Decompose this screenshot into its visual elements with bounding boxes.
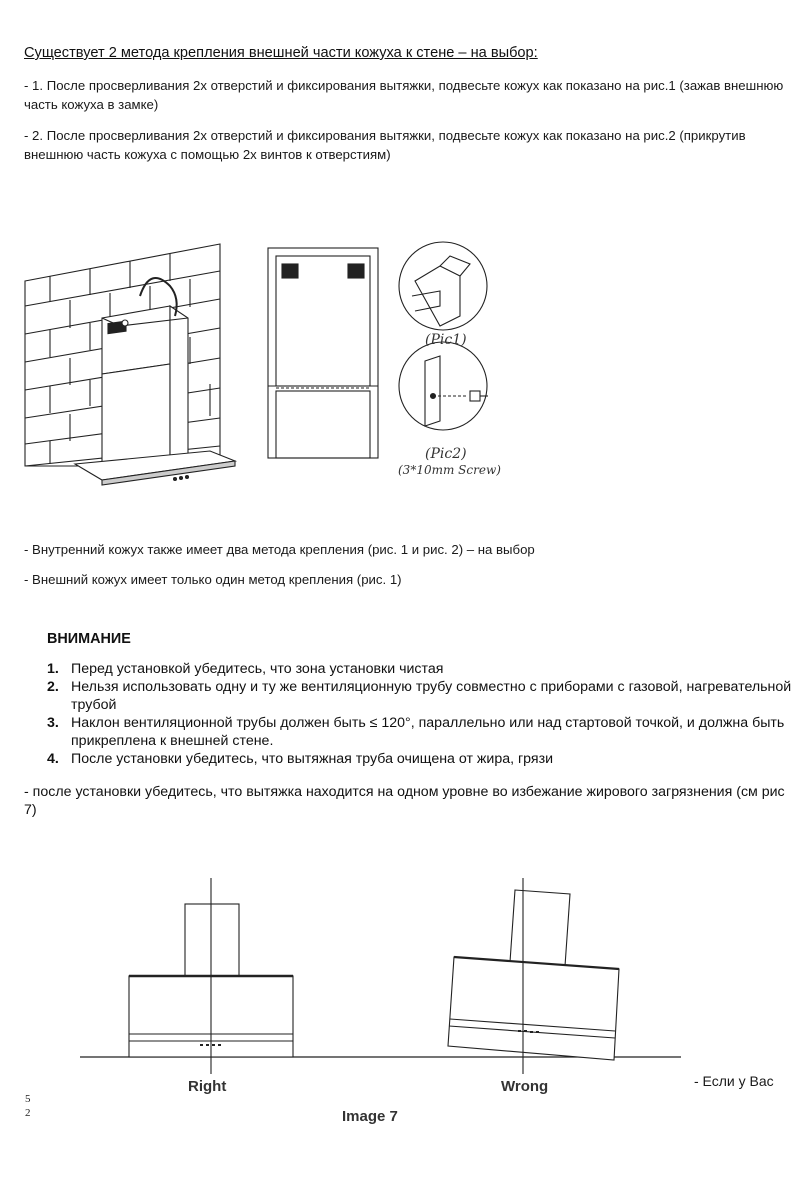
warning-item-number: 3. [47,715,59,731]
page-number-line-2: 2 [25,1107,31,1119]
method-2-paragraph: - 2. После просверливания 2х отверстий и фиксирования вытяжки, подвесьте кожух как показано на рис.2 (прикрутив внешнюю часть кожуха с помощью 2х винтов к отверстиям) [24,128,746,162]
level-note: - после установки убедитесь, что вытяжка находится на одном уровне во избежание жирового загрязнения (см рис 7) [24,784,785,818]
warning-item-number: 2. [47,679,59,695]
hood-illustration [75,278,235,485]
warning-item-text: Перед установкой убедитесь, что зона установки чистая [71,661,444,677]
screw-caption: (3*10mm Screw) [398,463,501,477]
warning-item-text: Наклон вентиляционной трубы должен быть ≤ 120°, параллельно или над стартовой точкой, и должна быть прикреплена к внешней стене. [71,715,785,749]
pic2-detail-illustration [399,342,488,430]
wrong-label: Wrong [501,1078,549,1095]
pic2-caption: (Pic2) [425,446,467,462]
warning-item [47,678,797,714]
warning-item-text: После установки убедитесь, что вытяжная труба очищена от жира, грязи [71,751,553,767]
pic1-detail-illustration [399,242,487,330]
warning-item-number: 1. [47,661,59,677]
warning-list [47,660,797,768]
page-number-line-1: 5 [25,1093,31,1105]
hood-level-diagram [78,876,683,1076]
inner-casing-note: - Внутренний кожух также имеет два метода крепления (рис. 1 и рис. 2) – на выбор [24,542,535,557]
warning-item [47,660,797,678]
warning-title: ВНИМАНИЕ [47,631,131,647]
warning-item-text: Нельзя использовать одну и ту же вентиляционную трубу совместно с приборами с газовой, нагревательной трубой [71,679,792,713]
right-label: Right [188,1078,227,1095]
outer-casing-note: - Внешний кожух имеет только один метод крепления (рис. 1) [24,572,402,587]
warning-item [47,750,797,768]
chimney-frame-illustration [268,248,378,458]
continuation-text: - Если у Вас [694,1073,774,1089]
warning-item-number: 4. [47,751,59,767]
wrong-hood-illustration [448,878,619,1074]
image-7-caption: Image 7 [342,1108,398,1125]
right-hood-illustration [129,878,293,1074]
section-heading: Существует 2 метода крепления внешней части кожуха к стене – на выбор: [24,45,538,61]
pic1-caption: (Pic1) [425,332,467,348]
method-1-paragraph: - 1. После просверливания 2х отверстий и фиксирования вытяжки, подвесьте кожух как показано на рис.1 (зажав внешнюю часть кожуха в замке) [24,78,784,112]
warning-item [47,714,797,750]
